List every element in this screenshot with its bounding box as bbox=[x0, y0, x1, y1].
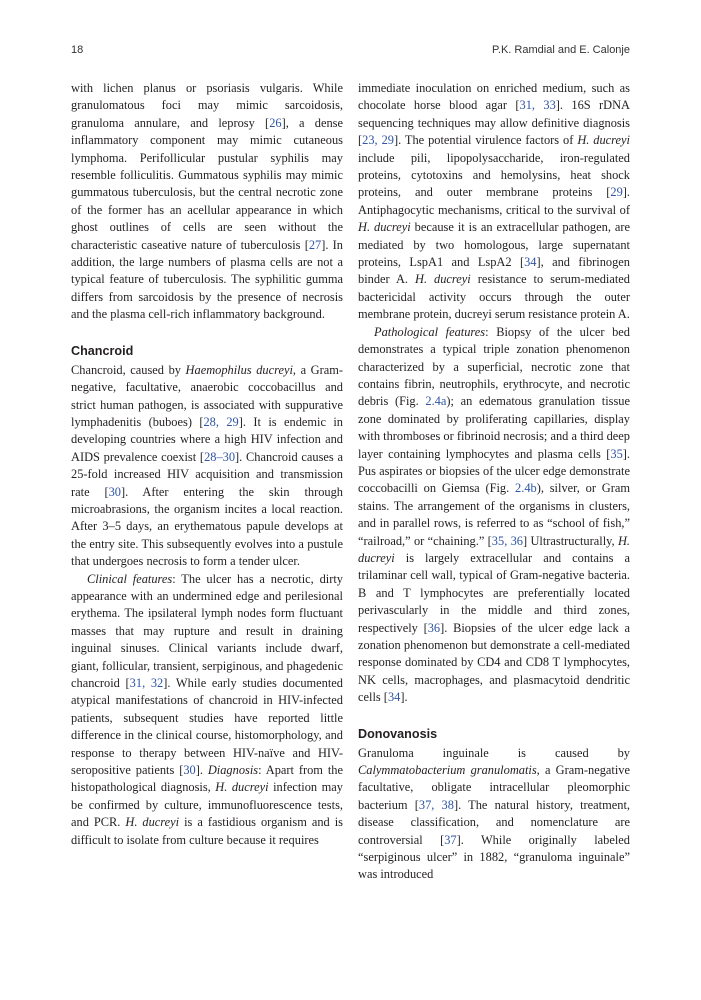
citation-link[interactable]: 28–30 bbox=[204, 449, 236, 464]
citation-link[interactable]: 37, 38 bbox=[418, 797, 454, 812]
citation-link[interactable]: 36 bbox=[427, 620, 441, 635]
italic-term: H. ducreyi bbox=[358, 220, 411, 235]
italic-term: H. ducreyi bbox=[577, 133, 630, 148]
italic-term: H. ducreyi bbox=[125, 815, 180, 830]
citation-link[interactable]: 34 bbox=[524, 255, 537, 270]
citation-link[interactable]: 30 bbox=[108, 484, 121, 499]
italic-term: Calymmatobacterium granulomatis bbox=[358, 763, 537, 778]
italic-term: Diagnosis bbox=[207, 763, 259, 778]
citation-link[interactable]: 31, 33 bbox=[519, 98, 556, 113]
italic-term: H. ducreyi bbox=[358, 533, 630, 565]
citation-link[interactable]: 30 bbox=[183, 763, 196, 778]
section-heading-chancroid: Chancroid bbox=[71, 343, 134, 358]
paragraph: Granuloma inguinale is caused by Calymmatobacterium granulomatis, a Gram-negative facultative, obligate intracellular pleomorphic bacterium [37, 38]. The natural history, treatment, disease classification, and nomenclature are controversial [37]. While originally labeled “serpiginous ulcer” in 1882, “granuloma inguinale” was introduced bbox=[358, 745, 630, 882]
paragraph: immediate inoculation on enriched medium, such as chocolate horse blood agar [31, 33]. 16S rDNA sequencing techniques may allow definitive diagnosis [23, 29]. The potential virulence factors of H. ducreyi include pili, lipopolysaccharide, iron-regulated proteins, cytotoxins and hemolysins, heat shock proteins, and outer membrane proteins [29]. Antiphagocytic mechanisms, critical to the survival of H. ducreyi because it is an extracellular pathogen, are mediated by two homologous, large supernatant proteins, LspA1 and LspA2 [34], and fibrinogen binder A. H. ducreyi resistance to serum-mediated bactericidal activity occurs through the outer membrane protein, ducreyi serum resistance protein A. bbox=[358, 81, 630, 322]
left-column bbox=[71, 80, 343, 849]
running-head-authors: P.K. Ramdial and E. Calonje bbox=[492, 44, 630, 56]
italic-term: Pathological features bbox=[374, 324, 486, 339]
citation-link[interactable]: 28, 29 bbox=[203, 414, 239, 429]
paragraph: Chancroid, caused by Haemophilus ducreyi, a Gram-negative, facultative, anaerobic coccobacillus and strict human pathogen, is associated with suppurative lymphadenitis (buboes) [28, 29]. It is endemic in developing countries where a high HIV infection and AIDS prevalence coexist [28–30]. Chancroid causes a 25-fold increased HIV acquisition and transmission rate [30]. After entering the skin through microabrasions, the organism incites a local reaction. After 3–5 days, an erythematous papule develops at the entry site. This subsequently evolves into a pustule that undergoes necrosis to form a tender ulcer. bbox=[71, 362, 343, 569]
italic-term: Clinical features bbox=[87, 571, 173, 586]
citation-link[interactable]: 29 bbox=[610, 185, 623, 200]
italic-term: H. ducreyi bbox=[215, 780, 269, 795]
citation-link[interactable]: 27 bbox=[308, 237, 322, 252]
citation-link[interactable]: 37 bbox=[444, 832, 457, 847]
citation-link[interactable]: 26 bbox=[269, 115, 282, 130]
citation-link[interactable]: 23, 29 bbox=[362, 133, 394, 148]
italic-term: H. ducreyi bbox=[415, 272, 471, 287]
paragraph: Clinical features: The ulcer has a necrotic, dirty appearance with an undermined edge and perilesional erythema. The ipsilateral lymph nodes form fluctuant masses that may rupture and result in draining inguinal sinuses. Clinical variants include dwarf, giant, follicular, transient, serpiginous, and phagedenic chancroid [31, 32]. While early studies documented atypical manifestations of chancroid in HIV-infected patients, subsequent studies have reported little difference in the clinical course, histomorphology, and response to therapy between HIV-naïve and HIV-seropositive patients [30]. Diagnosis: Apart from the histopathological diagnosis, H. ducreyi infection may be confirmed by culture, immunofluorescence tests, and PCR. H. ducreyi is a fastidious organism and is difficult to isolate from culture because it requires bbox=[71, 571, 344, 847]
citation-link[interactable]: 31, 32 bbox=[129, 676, 164, 690]
section-heading-donovanosis: Donovanosis bbox=[358, 726, 438, 741]
page-number: 18 bbox=[71, 44, 84, 56]
citation-link[interactable]: 2.4a bbox=[425, 394, 447, 409]
italic-term: Haemophilus ducreyi bbox=[185, 362, 293, 377]
running-header bbox=[71, 44, 630, 60]
citation-link[interactable]: 35 bbox=[610, 446, 623, 461]
citation-link[interactable]: 34 bbox=[387, 690, 401, 705]
paragraph: Pathological features: Biopsy of the ulcer bed demonstrates a typical triple zonation phenomenon characterized by a superficial, necrotic zone that contains fibrin, neutrophils, erythrocyte, and necrotic debris (Fig. 2.4a); an edematous granulation tissue zone dominated by proliferating capillaries, display with thromboses or fibrinoid necrosis; and a third deep layer containing lymphocytes and plasma cells [35]. Pus aspirates or biopsies of the ulcer edge demonstrate coccobacilli on Giemsa (Fig. 2.4b), silver, or Gram stains. The arrangement of the organisms in clusters, and in parallel rows, is referred to as “school of fish,” “railroad,” or “chaining.” [35, 36] Ultrastructurally, H. ducreyi is largely extracellular and contains a trilaminar cell wall, typical of Gram-negative bacteria. B and T lymphocytes are preferentially located perivascularly in the middle and third zones, respectively [36]. Biopsies of the ulcer edge lack a zonation phenomenon but demonstrate a cell-mediated response dominated by CD4 and CD8 T lymphocytes, NK cells, macrophages, and plasmacytoid dendritic cells [34]. bbox=[358, 324, 630, 705]
right-column bbox=[358, 80, 630, 884]
citation-link[interactable]: 2.4b bbox=[515, 481, 537, 496]
citation-link[interactable]: 35, 36 bbox=[491, 533, 523, 548]
paragraph: with lichen planus or psoriasis vulgaris. While granulomatous foci may mimic sarcoidosis, granuloma annulare, and leprosy [26], a dense inflammatory component may mimic cutaneous lymphoma. Perifollicular pustular syphilis may resemble folliculitis. Gummatous syphilis may mimic gummatous tuberculosis, but the central necrotic zone of the former has an acellular appearance in which ghost outlines of cells are seen without the characteristic caseative nature of tuberculosis [27]. In addition, the large numbers of plasma cells are not a typical feature of tuberculosis. The syphilitic gumma differs from sarcoidosis by the presence of necrosis and the plasma cell-rich inflammatory background. bbox=[71, 81, 343, 322]
